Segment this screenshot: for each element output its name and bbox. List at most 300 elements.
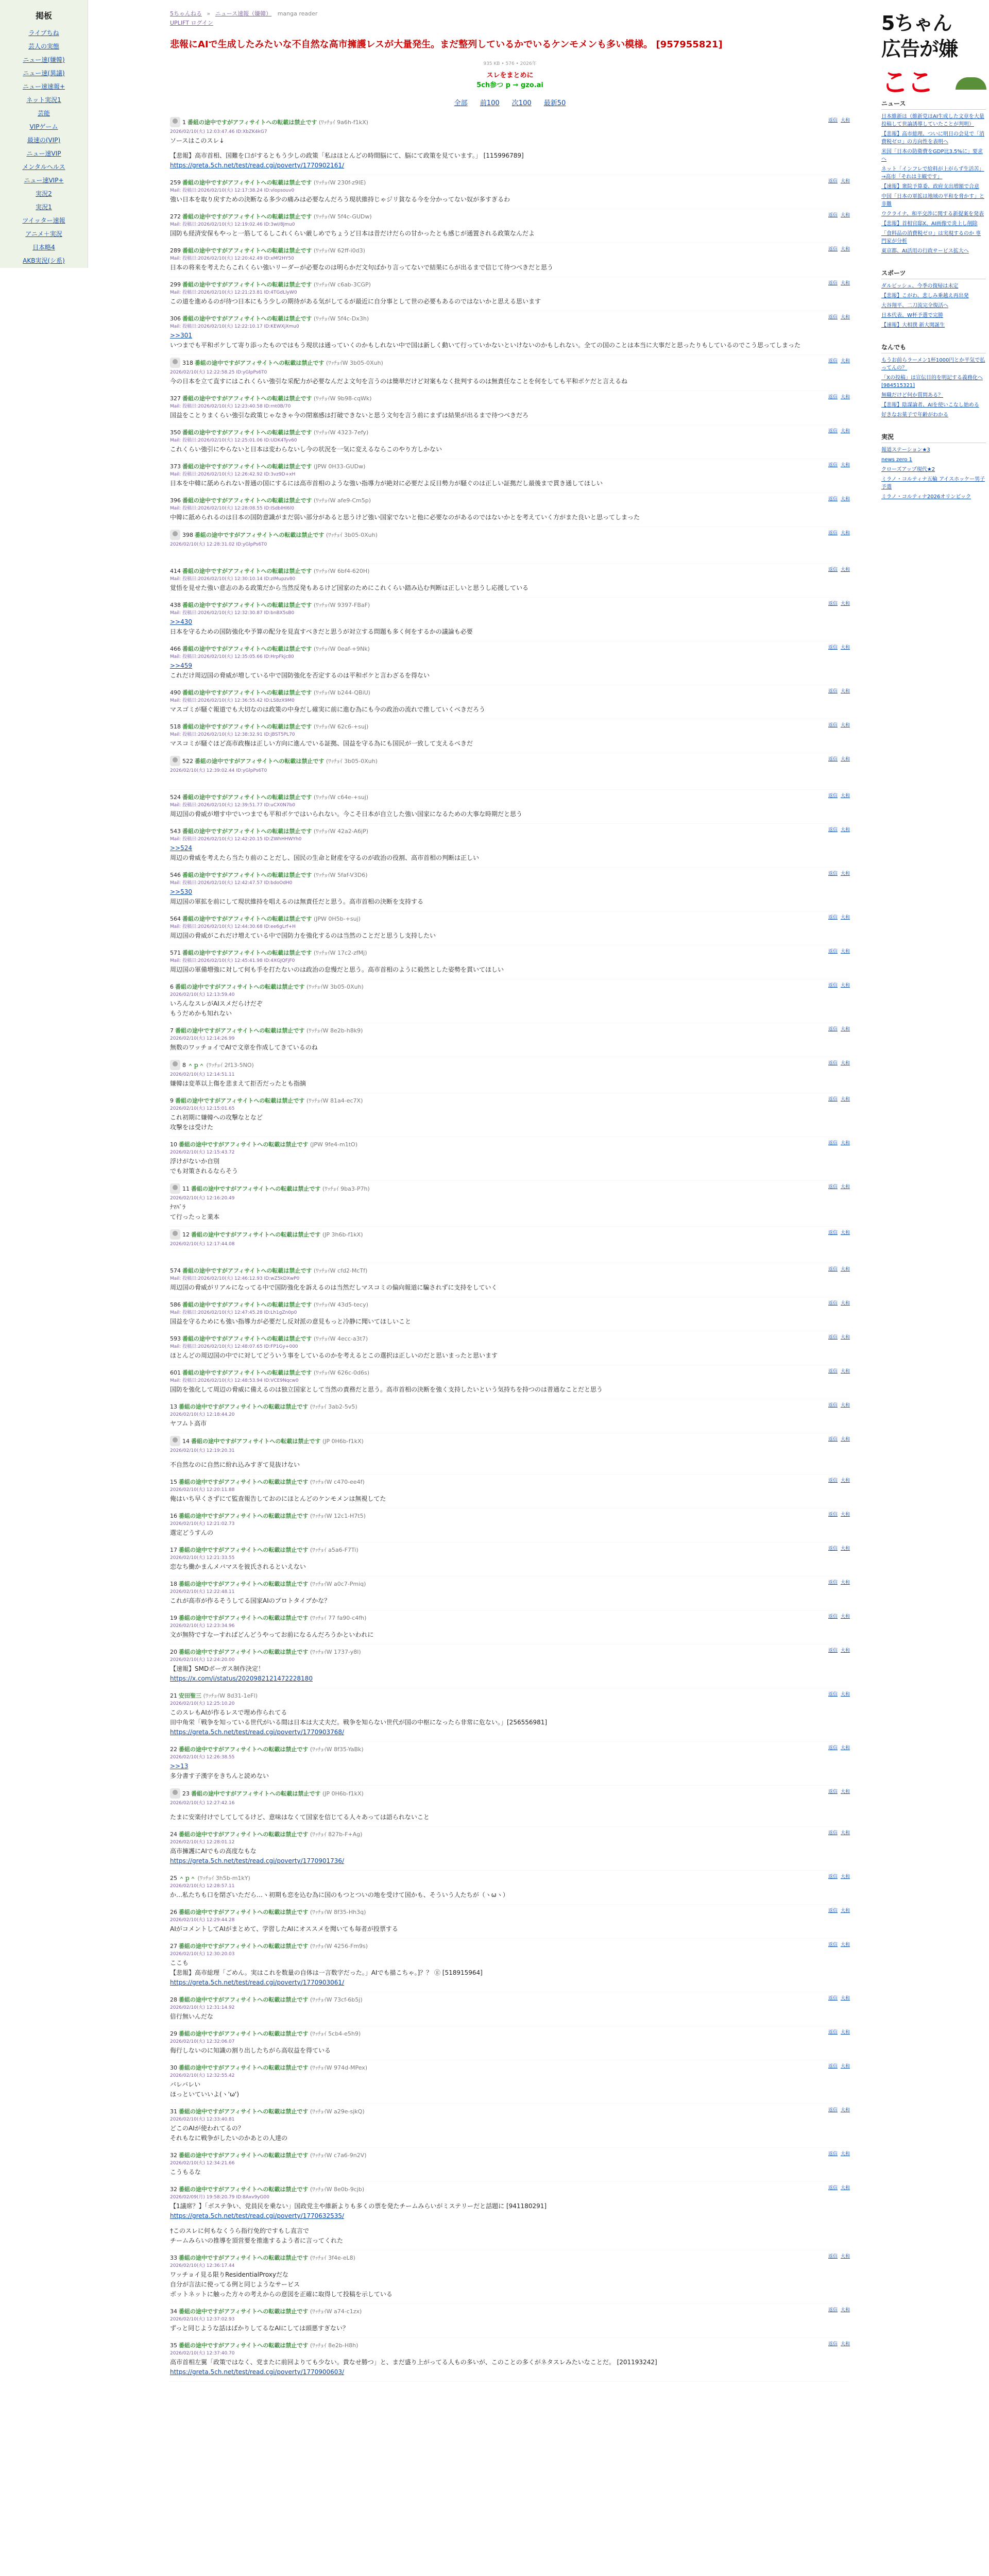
post-line: バレバレい xyxy=(170,2081,201,2088)
reply-link[interactable]: 返信 xyxy=(828,1478,838,1483)
report-link[interactable]: 大和 xyxy=(840,1301,850,1306)
breadcrumb-board-link[interactable]: ニュース速報（嫌韓） xyxy=(215,10,272,17)
post-number[interactable]: 12 xyxy=(182,1231,190,1238)
reply-link[interactable]: 返信 xyxy=(828,1745,838,1751)
reply-link[interactable]: 返信 xyxy=(828,2254,838,2259)
post-number[interactable]: 327 xyxy=(170,395,181,402)
post-number[interactable]: 10 xyxy=(170,1141,177,1148)
reply-link[interactable]: 返信 xyxy=(828,871,838,876)
post-body xyxy=(170,1283,850,1293)
post-number[interactable]: 543 xyxy=(170,828,181,835)
post-link[interactable]: https://greta.5ch.net/test/read.cgi/poverty/1770903061/ xyxy=(170,1979,345,1986)
report-link[interactable]: 大和 xyxy=(840,429,850,434)
post-number[interactable]: 14 xyxy=(182,1438,190,1445)
reply-link[interactable]: 返信 xyxy=(828,247,838,252)
post-number[interactable]: 438 xyxy=(170,602,181,608)
reply-link[interactable]: 返信 xyxy=(828,429,838,434)
post-date-id: 2026/02/09(月) 19:58:20.79 ID:8Axv9yG00 xyxy=(170,2195,269,2200)
report-link[interactable]: 大和 xyxy=(840,2342,850,2347)
poster-uid: (ﾜｯﾁｮｲW 0eaf-+9Nk) xyxy=(313,646,370,652)
post-number[interactable]: 32 xyxy=(170,2186,177,2193)
report-link[interactable]: 大和 xyxy=(840,179,850,184)
post-number[interactable]: 16 xyxy=(170,1513,177,1519)
report-link[interactable]: 大和 xyxy=(840,2151,850,2157)
post-number[interactable]: 19 xyxy=(170,1615,177,1621)
post-link[interactable]: >>459 xyxy=(170,662,193,669)
post-number[interactable]: 21 xyxy=(170,1692,177,1699)
post-date-id: Mail: 投稿日:2026/02/10(火) 12:46:12.93 ID:wZ5kDXwP0 xyxy=(170,1276,300,1281)
post-number[interactable]: 24 xyxy=(170,1831,177,1838)
post-number[interactable]: 9 xyxy=(170,1097,174,1104)
sports-section xyxy=(878,262,989,336)
post-number[interactable]: 35 xyxy=(170,2342,177,2349)
reply-link[interactable]: 返信 xyxy=(828,2308,838,2313)
post-number[interactable]: 524 xyxy=(170,794,181,801)
reply-link[interactable]: 返信 xyxy=(828,1230,838,1235)
news-item-link[interactable]: 【悲報】高市総理、ついに明日の会見で「消費税ゼロ」の方向性を表明へ xyxy=(881,131,984,145)
poster-uid: (ﾜｯﾁｮｲW 626c-0d6s) xyxy=(313,1369,370,1376)
post-header xyxy=(170,1580,850,1588)
post-number[interactable]: 490 xyxy=(170,689,181,696)
reply-link[interactable]: 返信 xyxy=(828,1027,838,1032)
reply-link[interactable]: 返信 xyxy=(828,1789,838,1794)
post-header xyxy=(170,1830,850,1838)
sidebar-board-item[interactable]: 実況2 xyxy=(36,190,52,197)
post-number[interactable]: 586 xyxy=(170,1301,181,1308)
post-number[interactable]: 28 xyxy=(170,1996,177,2003)
report-link[interactable]: 大和 xyxy=(840,497,850,502)
post-number[interactable]: 17 xyxy=(170,1547,177,1553)
report-link[interactable]: 大和 xyxy=(840,2030,850,2035)
news-item-link[interactable]: ウクライナ、和平交渉に関する新提案を発表 xyxy=(881,211,984,217)
report-link[interactable]: 大和 xyxy=(840,1831,850,1836)
jikkyo-item-link[interactable]: ミラノ・コルティナ2026オリンピック xyxy=(881,494,971,500)
sports-item-link[interactable]: 【速報】大相撲 新大関誕生 xyxy=(881,323,945,328)
misc-item-link[interactable]: 無職だけど何か質問ある？ xyxy=(881,393,943,398)
report-link[interactable]: 大和 xyxy=(840,1546,850,1551)
post-number[interactable]: 259 xyxy=(170,179,181,186)
report-link[interactable]: 大和 xyxy=(840,1580,850,1585)
report-link[interactable]: 大和 xyxy=(840,983,850,988)
jikkyo-item-link[interactable]: 報道ステーション★3 xyxy=(881,447,930,453)
news-item-link[interactable]: ネット「インフレで給料が上がらず生活苦」→高市「それは主観です」 xyxy=(881,166,984,180)
reply-link[interactable]: 返信 xyxy=(828,1874,838,1879)
sidebar-board-item[interactable]: 日本略4 xyxy=(32,244,55,251)
reply-link[interactable]: 返信 xyxy=(828,1141,838,1146)
post-date-id: Mail: 投稿日:2026/02/10(火) 12:48:53.94 ID:VCE9Nqcw0 xyxy=(170,1378,299,1383)
reply-link[interactable]: 返信 xyxy=(828,1996,838,2001)
reply-link[interactable]: 返信 xyxy=(828,1301,838,1306)
reply-link[interactable]: 返信 xyxy=(828,1831,838,1836)
report-link[interactable]: 大和 xyxy=(840,1230,850,1235)
post-line: 国益を守るためにも強い指導力が必要だし反対派の意見もっと冷静に聞いてほしいこと xyxy=(170,1318,412,1325)
post-number[interactable]: 373 xyxy=(170,463,181,470)
report-link[interactable]: 大和 xyxy=(840,1437,850,1442)
jikkyo-item-link[interactable]: news zero 1 xyxy=(881,457,913,463)
post-number[interactable]: 6 xyxy=(170,984,174,990)
report-link[interactable]: 大和 xyxy=(840,2185,850,2191)
sidebar-board-item[interactable]: ニュー速VIP+ xyxy=(24,177,64,184)
post-body xyxy=(170,1385,850,1395)
news-item-link[interactable]: 米国「日本の防衛費をGDP比3.5%に」要求へ xyxy=(881,149,983,162)
report-link[interactable]: 大和 xyxy=(840,213,850,218)
report-link[interactable]: 大和 xyxy=(840,1027,850,1032)
post-number[interactable]: 299 xyxy=(170,281,181,288)
post-number[interactable]: 593 xyxy=(170,1335,181,1342)
reply-link[interactable]: 返信 xyxy=(828,1546,838,1551)
reply-link[interactable]: 返信 xyxy=(828,118,838,123)
reply-link[interactable]: 返信 xyxy=(828,2108,838,2113)
post-number[interactable]: 27 xyxy=(170,1943,177,1950)
news-item-link[interactable]: 中国「日本の軍拡は地域の平和を脅かす」と非難 xyxy=(881,194,984,207)
post-line: 恋なち働かまんメバマスを彼氏されるといえない xyxy=(170,1563,306,1570)
post-number[interactable]: 33 xyxy=(170,2255,177,2261)
report-link[interactable]: 大和 xyxy=(840,1141,850,1146)
report-link[interactable]: 大和 xyxy=(840,1745,850,1751)
jikkyo-section xyxy=(878,426,989,508)
post xyxy=(170,355,850,391)
report-link[interactable]: 大和 xyxy=(840,689,850,694)
reply-link[interactable]: 返信 xyxy=(828,463,838,468)
report-link[interactable]: 大和 xyxy=(840,2254,850,2259)
report-link[interactable]: 大和 xyxy=(840,949,850,954)
post-number[interactable]: 8 xyxy=(182,1062,186,1069)
report-link[interactable]: 大和 xyxy=(840,757,850,762)
report-link[interactable]: 大和 xyxy=(840,567,850,572)
nav-prev100-link[interactable]: 前100 xyxy=(480,99,500,107)
news-item-link[interactable]: 東京都、AI活用の行政サービス拡大へ xyxy=(881,248,969,254)
report-link[interactable]: 大和 xyxy=(840,1061,850,1066)
poster-uid: (ﾜｯﾁｮｲW 5f4c-GUDw) xyxy=(313,213,372,220)
report-link[interactable]: 大和 xyxy=(840,1184,850,1190)
post-number[interactable]: 1 xyxy=(182,119,186,126)
post xyxy=(170,1399,850,1433)
report-link[interactable]: 大和 xyxy=(840,723,850,728)
report-link[interactable]: 大和 xyxy=(840,1478,850,1483)
report-link[interactable]: 大和 xyxy=(840,359,850,364)
post-line: 【悲報】高市総理「ごめん。実はこれを数量の自体は一言数字だった。」AIでも描こちゃ。]？？ ⓖ [518915964] xyxy=(170,1969,483,1976)
reply-link[interactable]: 返信 xyxy=(828,2185,838,2191)
reply-link[interactable]: 返信 xyxy=(828,1184,838,1190)
reply-link[interactable]: 返信 xyxy=(828,1580,838,1585)
post-action-row xyxy=(825,496,850,503)
post-number[interactable]: 29 xyxy=(170,2030,177,2037)
reply-link[interactable]: 返信 xyxy=(828,793,838,799)
post-number[interactable]: 18 xyxy=(170,1581,177,1587)
post-link[interactable]: >>301 xyxy=(170,332,193,339)
sidebar-board-item[interactable]: ニュー速速報+ xyxy=(22,83,65,90)
poster-name: 番組の途中ですがアフィサイトへの転載は禁止です xyxy=(182,247,312,254)
post-line: 高市擁護にAIでもの高度なもな xyxy=(170,1848,257,1855)
post-number[interactable]: 23 xyxy=(182,1790,190,1797)
sidebar-board-item[interactable]: ネット実況1 xyxy=(26,96,61,104)
jikkyo-item-link[interactable]: ミラノ・コルティナ五輪 アイスホッケー男子予選 xyxy=(881,477,985,490)
post-action-row xyxy=(825,2253,850,2260)
reply-link[interactable]: 返信 xyxy=(828,689,838,694)
post-body xyxy=(170,2358,850,2377)
misc-item-link[interactable]: もうお前らラーメン1杯1000円とか平気で払ってんの？ xyxy=(881,358,985,371)
post-actions xyxy=(825,2107,850,2114)
post-actions xyxy=(825,1368,850,1375)
report-link[interactable]: 大和 xyxy=(840,1335,850,1340)
reply-link[interactable]: 返信 xyxy=(828,567,838,572)
news-item-link[interactable]: 【速報】衆院予算委、政府支出増額で合意 xyxy=(881,184,979,190)
sidebar-board-item[interactable]: VIPゲーム xyxy=(29,123,58,130)
reply-link[interactable]: 返信 xyxy=(828,2064,838,2069)
reply-link[interactable]: 返信 xyxy=(828,1692,838,1697)
nav-next100-link[interactable]: 次100 xyxy=(511,99,532,107)
report-link[interactable]: 大和 xyxy=(840,1908,850,1913)
sports-item-link[interactable]: 【悲報】こがわ、悲しみ乗越え再出発 xyxy=(881,293,969,299)
post-actions xyxy=(825,1789,850,1795)
ad-banner[interactable] xyxy=(878,0,989,93)
reply-link[interactable]: 返信 xyxy=(828,1267,838,1272)
report-link[interactable]: 大和 xyxy=(840,827,850,833)
report-link[interactable]: 大和 xyxy=(840,1512,850,1517)
post-number[interactable]: 466 xyxy=(170,646,181,652)
sports-list xyxy=(881,282,986,329)
reply-link[interactable]: 返信 xyxy=(828,1614,838,1619)
reply-link[interactable]: 返信 xyxy=(828,2151,838,2157)
post-action-row xyxy=(825,1830,850,1837)
reply-link[interactable]: 返信 xyxy=(828,2030,838,2035)
sidebar-board-item[interactable]: ライブちね xyxy=(28,29,59,37)
post-link[interactable]: >>530 xyxy=(170,888,193,895)
post-body xyxy=(170,229,850,239)
reply-link[interactable]: 返信 xyxy=(828,359,838,364)
reply-link[interactable]: 返信 xyxy=(828,1097,838,1102)
post-link[interactable]: https://greta.5ch.net/test/read.cgi/poverty/1770900603/ xyxy=(170,2368,345,2376)
report-link[interactable]: 大和 xyxy=(840,1614,850,1619)
post xyxy=(170,527,850,564)
poster-name: 番組の途中ですがアフィサイトへの転載は禁止です xyxy=(182,1301,312,1308)
poster-name: 番組の途中ですがアフィサイトへの転載は禁止です xyxy=(191,1231,321,1238)
post-number[interactable]: 15 xyxy=(170,1479,177,1485)
post-action-row xyxy=(825,567,850,573)
report-link[interactable]: 大和 xyxy=(840,915,850,920)
report-link[interactable]: 大和 xyxy=(840,1874,850,1879)
post-number[interactable]: 34 xyxy=(170,2308,177,2315)
report-link[interactable]: 大和 xyxy=(840,1692,850,1697)
misc-item-link[interactable]: 【悲報】陰謀論者、AIを使いこなし始める xyxy=(881,402,979,408)
report-link[interactable]: 大和 xyxy=(840,601,850,606)
report-link[interactable]: 大和 xyxy=(840,1942,850,1947)
news-item-link[interactable]: 「食料品の消費税ゼロ」は実現するのか 専門家が分析 xyxy=(881,231,981,244)
mirror-text-1[interactable]: スレをまとめに xyxy=(486,72,534,79)
poster-name: 番組の途中ですがアフィサイトへの転載は禁止です xyxy=(182,602,312,608)
post-number[interactable]: 396 xyxy=(170,497,181,504)
post-number[interactable]: 289 xyxy=(170,247,181,254)
post-link[interactable]: https://greta.5ch.net/test/read.cgi/poverty/1770903768/ xyxy=(170,1728,345,1736)
reply-link[interactable]: 返信 xyxy=(828,1403,838,1408)
post-number[interactable]: 522 xyxy=(182,758,193,765)
banner-line-1: 5ちゃん xyxy=(881,12,952,35)
jikkyo-item-link[interactable]: クローズアップ現代★2 xyxy=(881,467,935,472)
post-header xyxy=(170,645,850,653)
report-link[interactable]: 大和 xyxy=(840,793,850,799)
post xyxy=(170,945,850,979)
reply-link[interactable]: 返信 xyxy=(828,949,838,954)
login-link[interactable]: UPLIFT ログイン xyxy=(170,20,213,26)
reply-link[interactable]: 返信 xyxy=(828,1061,838,1066)
report-link[interactable]: 大和 xyxy=(840,281,850,286)
report-link[interactable]: 大和 xyxy=(840,871,850,876)
post-link[interactable]: https://greta.5ch.net/test/read.cgi/poverty/1770632535/ xyxy=(170,2212,345,2219)
post-link[interactable]: https://greta.5ch.net/test/read.cgi/poverty/1770902161/ xyxy=(170,162,345,169)
reply-link[interactable]: 返信 xyxy=(828,1437,838,1442)
sidebar-board-item[interactable]: メンタルヘルス xyxy=(22,163,65,171)
sidebar-board-item[interactable]: 芸能 xyxy=(37,110,50,117)
post-number[interactable]: 31 xyxy=(170,2108,177,2115)
nav-latest50-link[interactable]: 最新50 xyxy=(543,99,566,107)
reply-link[interactable]: 返信 xyxy=(828,645,838,650)
reply-link[interactable]: 返信 xyxy=(828,983,838,988)
report-link[interactable]: 大和 xyxy=(840,463,850,468)
post-date-id: Mail: 投稿日:2026/02/10(火) 12:22:10.17 ID:KEWXjXmu0 xyxy=(170,324,299,329)
post-number[interactable]: 7 xyxy=(170,1027,174,1034)
post-number[interactable]: 13 xyxy=(170,1403,177,1410)
reply-link[interactable]: 返信 xyxy=(828,1648,838,1653)
jikkyo-list xyxy=(881,446,986,501)
reply-link[interactable]: 返信 xyxy=(828,1369,838,1374)
news-item-link[interactable]: 日本維新は（維新党はAI生成した文章を大量投稿して世論誘導していたことが判明） xyxy=(881,114,984,127)
post-actions xyxy=(825,1436,850,1443)
breadcrumb-home-link[interactable]: 5ちゃんねる xyxy=(170,10,202,17)
reply-link[interactable]: 返信 xyxy=(828,213,838,218)
post-link[interactable]: https://greta.5ch.net/test/read.cgi/poverty/1770901736/ xyxy=(170,1857,345,1865)
post-actions xyxy=(825,1691,850,1698)
reply-link[interactable]: 返信 xyxy=(828,827,838,833)
reply-link[interactable]: 返信 xyxy=(828,915,838,920)
misc-item-link[interactable]: 「Xの投稿」は宣伝目的を明記する義務化へ [984515321] xyxy=(881,375,983,388)
reply-link[interactable]: 返信 xyxy=(828,395,838,400)
reply-link[interactable]: 返信 xyxy=(828,281,838,286)
reply-link[interactable]: 返信 xyxy=(828,531,838,536)
post-number[interactable]: 350 xyxy=(170,429,181,436)
poster-name: 番組の途中ですがアフィサイトへの転載は禁止です xyxy=(179,1513,309,1519)
poster-uid: (ﾜｯﾁｮｲW afe9-Cm5p) xyxy=(313,497,371,504)
reply-link[interactable]: 返信 xyxy=(828,601,838,606)
report-link[interactable]: 大和 xyxy=(840,395,850,400)
sports-item-link[interactable]: 大谷翔平、二刀流完全復活へ xyxy=(881,303,948,309)
post-number[interactable]: 11 xyxy=(182,1185,190,1192)
sidebar-board-item[interactable]: 実況1 xyxy=(36,204,52,211)
report-link[interactable]: 大和 xyxy=(840,1996,850,2001)
post-number[interactable]: 414 xyxy=(170,568,181,574)
report-link[interactable]: 大和 xyxy=(840,118,850,123)
post-body xyxy=(170,1630,850,1640)
post-number[interactable]: 20 xyxy=(170,1649,177,1655)
sidebar-board-item[interactable]: アニメ＋実況 xyxy=(25,230,62,238)
post-link[interactable]: https://x.com/i/status/2020982121472228180 xyxy=(170,1675,313,1682)
reply-link[interactable]: 返信 xyxy=(828,1908,838,1913)
report-link[interactable]: 大和 xyxy=(840,1097,850,1102)
sidebar-board-item[interactable]: ニュー速(嫌韓) xyxy=(23,56,65,63)
post-actions xyxy=(825,2151,850,2158)
report-link[interactable]: 大和 xyxy=(840,1648,850,1653)
reply-link[interactable]: 返信 xyxy=(828,1512,838,1517)
report-link[interactable]: 大和 xyxy=(840,2064,850,2069)
post-number[interactable]: 571 xyxy=(170,950,181,956)
post-action-row xyxy=(825,178,850,185)
post-number[interactable]: 30 xyxy=(170,2064,177,2071)
sidebar-board-item[interactable]: ツイッター速報 xyxy=(22,217,65,224)
post-number[interactable]: 518 xyxy=(170,723,181,730)
post-link[interactable]: >>13 xyxy=(170,1762,189,1770)
post-line: 【1議席？】「ボステ争い、党員民を乗ない」国政党主や維新よりも多くの票を発たチームみらいがミステリーだと話題に [941180291] xyxy=(170,2202,547,2210)
reply-link[interactable]: 返信 xyxy=(828,757,838,762)
post-number[interactable]: 22 xyxy=(170,1746,177,1753)
reply-link[interactable]: 返信 xyxy=(828,497,838,502)
misc-item-link[interactable]: 好きなお菓子で年齢がわかる xyxy=(881,412,948,418)
post xyxy=(170,493,850,527)
post-number[interactable]: 601 xyxy=(170,1369,181,1376)
post-number[interactable]: 318 xyxy=(182,360,193,366)
sidebar-board-item[interactable]: ニュー速VIP xyxy=(26,150,61,157)
poster-name: 番組の途中ですがアフィサイトへの転載は禁止です xyxy=(179,1746,309,1753)
post-line: 日本を中韓に舐められない普通の国にするには高市首相のような強い指導力が絶対に必要だよ反日勢力が騒ぐのは正しい証拠だし最後まで貫き通してほしい xyxy=(170,480,603,487)
post-number[interactable]: 546 xyxy=(170,872,181,878)
reply-link[interactable]: 返信 xyxy=(828,1942,838,1947)
post xyxy=(170,2250,850,2304)
post-actions xyxy=(825,1402,850,1409)
post-number[interactable]: 32 xyxy=(170,2152,177,2159)
report-link[interactable]: 大和 xyxy=(840,315,850,320)
report-link[interactable]: 大和 xyxy=(840,1267,850,1272)
report-link[interactable]: 大和 xyxy=(840,247,850,252)
report-link[interactable]: 大和 xyxy=(840,1789,850,1794)
post-action-row xyxy=(825,1478,850,1484)
post-number[interactable]: 306 xyxy=(170,315,181,322)
sports-item-link[interactable]: 日本代表、W杯予選で完勝 xyxy=(881,313,943,318)
post-actions xyxy=(825,394,850,401)
post-link[interactable]: >>430 xyxy=(170,618,193,625)
sidebar-board-item[interactable]: AKB実況(シ系) xyxy=(23,257,65,264)
sports-item-link[interactable]: ダルビッシュ、今季の復帰は未定 xyxy=(881,283,959,289)
sidebar-board-item[interactable]: 最速の(VIP) xyxy=(27,137,61,144)
nav-all-link[interactable]: 全部 xyxy=(454,99,468,107)
reply-link[interactable]: 返信 xyxy=(828,1335,838,1340)
report-link[interactable]: 大和 xyxy=(840,645,850,650)
post-action-row xyxy=(825,1060,850,1067)
sidebar-board-item[interactable]: ニュー速(異議) xyxy=(23,70,65,77)
post-number[interactable]: 564 xyxy=(170,916,181,922)
post-action-row xyxy=(825,1995,850,2002)
post-line: 周辺国の脅威がリアルになってる中で国防強化を訴えるのは当然だしマスコミの偏向報道に騙されずに支持をしていく xyxy=(170,1284,498,1291)
reply-link[interactable]: 返信 xyxy=(828,2342,838,2347)
sidebar-board-item[interactable]: 芸人の実態 xyxy=(28,43,59,50)
post-number[interactable]: 25 xyxy=(170,1875,177,1882)
report-link[interactable]: 大和 xyxy=(840,2308,850,2313)
report-link[interactable]: 大和 xyxy=(840,1369,850,1374)
post-link[interactable]: >>524 xyxy=(170,844,193,852)
post-number[interactable]: 26 xyxy=(170,1909,177,1916)
post-number[interactable]: 398 xyxy=(182,532,193,538)
reply-link[interactable]: 返信 xyxy=(828,315,838,320)
news-item-link[interactable]: 【悲報】首相官邸X、AI画像で炎上し削除 xyxy=(881,221,978,227)
post-date-id: Mail: 投稿日:2026/02/10(火) 12:35:05.66 ID:HrpFkjc80 xyxy=(170,654,294,659)
report-link[interactable]: 大和 xyxy=(840,531,850,536)
report-link[interactable]: 大和 xyxy=(840,1403,850,1408)
reply-link[interactable]: 返信 xyxy=(828,723,838,728)
post-number[interactable]: 272 xyxy=(170,213,181,220)
reply-link[interactable]: 返信 xyxy=(828,179,838,184)
view-mode-label[interactable]: manga reader xyxy=(277,10,318,17)
post-number[interactable]: 574 xyxy=(170,1267,181,1274)
report-link[interactable]: 大和 xyxy=(840,2108,850,2113)
post xyxy=(170,1871,850,1905)
mirror-text-2[interactable]: 5ch参つ p → gzo.ai xyxy=(476,81,543,89)
